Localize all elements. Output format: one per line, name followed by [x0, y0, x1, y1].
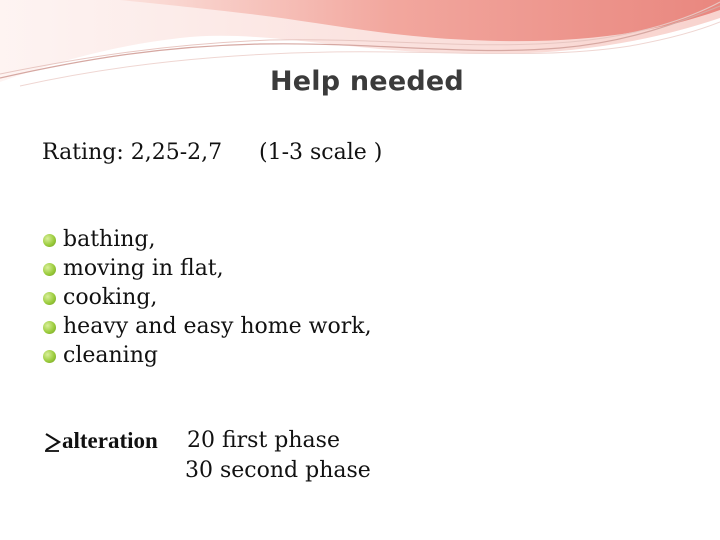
- list-item: [42, 341, 372, 370]
- rating-label: Rating: 2,25-2,7: [42, 140, 223, 165]
- green-circle-bullet-icon: [43, 234, 56, 247]
- list-item-text: heavy and easy home work,: [63, 314, 372, 339]
- list-item-text: cleaning: [63, 343, 158, 368]
- list-item: [42, 312, 372, 341]
- list-item-text: bathing,: [63, 227, 156, 252]
- green-circle-bullet-icon: [43, 263, 56, 276]
- alteration-label: alteration: [62, 428, 158, 453]
- green-circle-bullet-icon: [43, 350, 56, 363]
- green-circle-bullet-icon: [43, 292, 56, 305]
- list-item-text: moving in flat,: [63, 256, 224, 281]
- green-circle-bullet-icon: [43, 321, 56, 334]
- slide-title: Help needed: [270, 66, 464, 97]
- phase-second-value: 30 second phase: [185, 458, 371, 483]
- list-item-text: cooking,: [63, 285, 158, 310]
- list-item: [42, 225, 372, 254]
- phase-first-value: 20 first phase: [187, 428, 340, 453]
- arrow-bullet-icon: [44, 432, 62, 452]
- bullet-list: [42, 225, 372, 370]
- scale-note: (1-3 scale ): [259, 140, 383, 165]
- list-item: [42, 283, 372, 312]
- list-item: [42, 254, 372, 283]
